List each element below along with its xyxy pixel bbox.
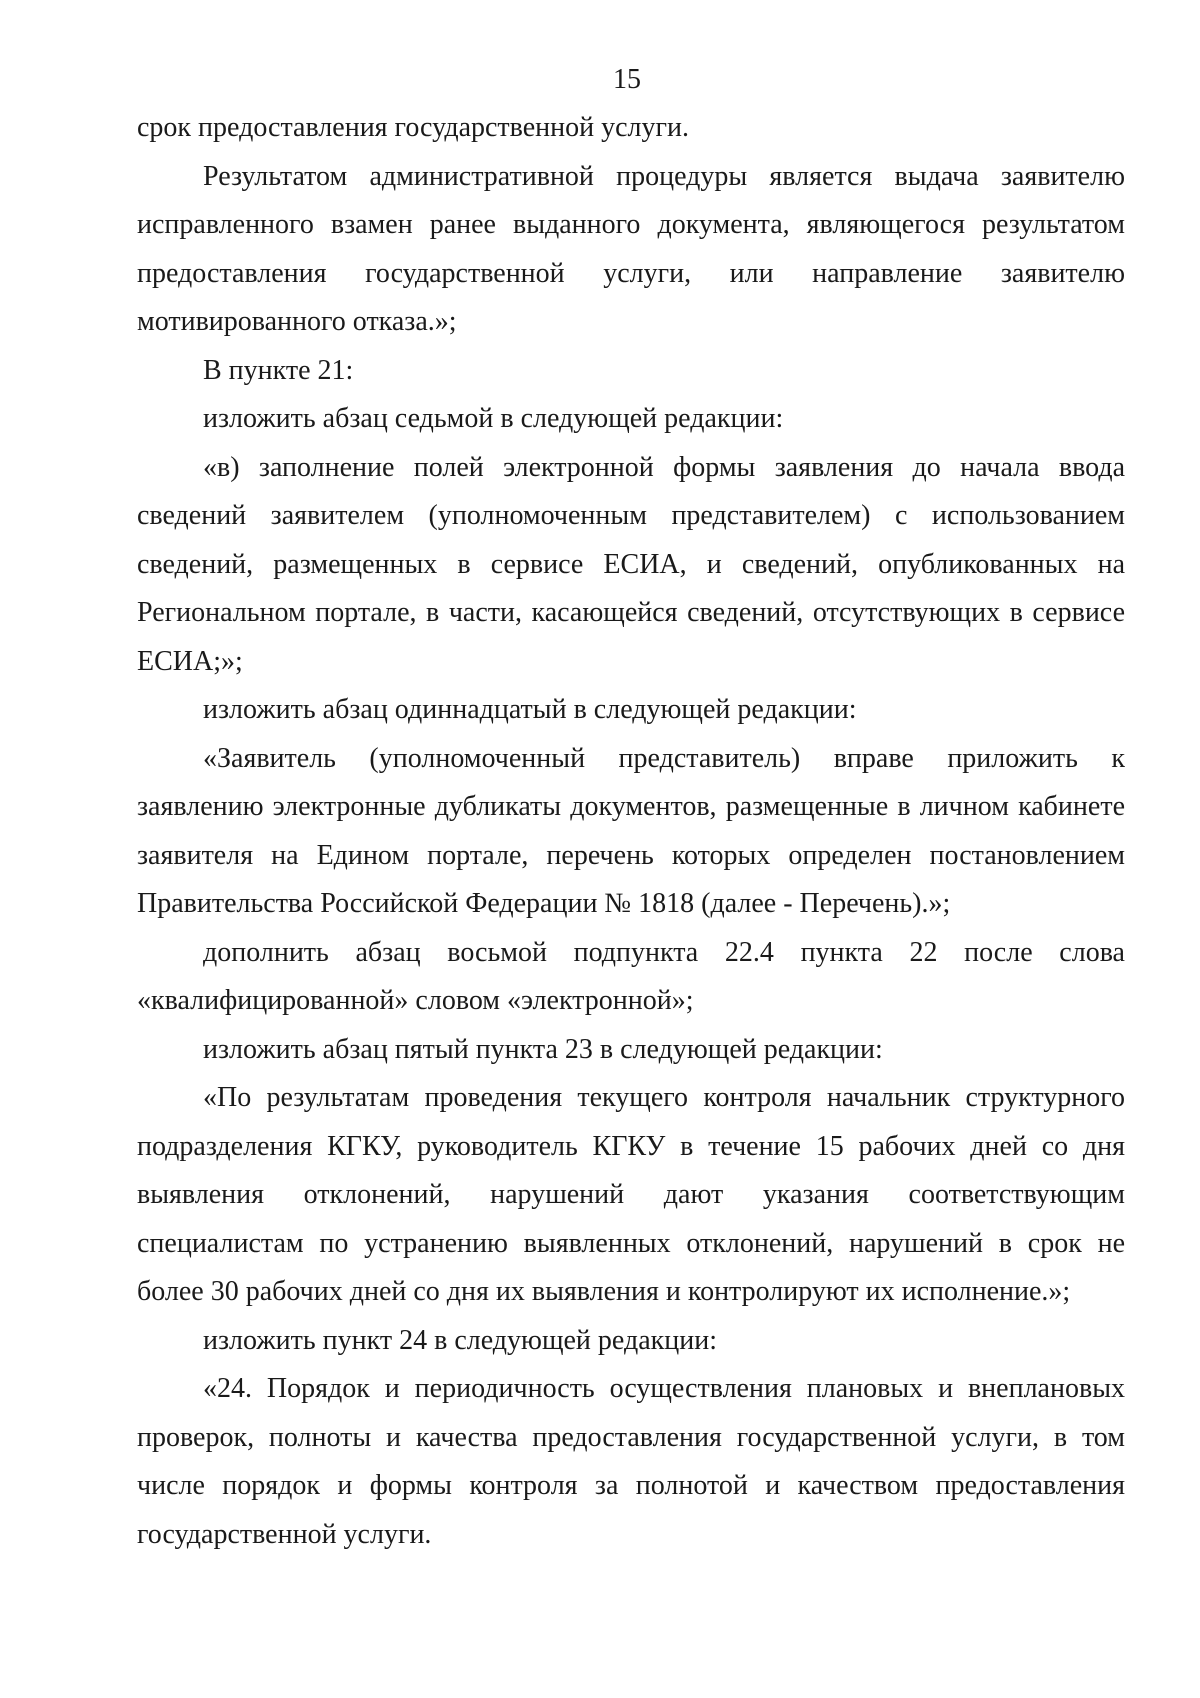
paragraph-continuation: срок предоставления государственной услуги. <box>137 112 689 143</box>
paragraph-amend-23: изложить абзац пятый пункта 23 в следующей редакции: <box>203 1033 883 1065</box>
paragraph-quote-applicant: «Заявитель (уполномоченный представитель) вправе приложить к заявлению электронные дубликаты документов, размещенные в личном кабинете заявителя на Едином портале, перечень которых определен постановлением Правительства Российской Федерации № 1818 (далее - Перечень).»; <box>137 742 1125 919</box>
paragraph-supplement-22-4: дополнить абзац восьмой подпункта 22.4 пункта 22 после слова «квалифицированной» словом «электронной»; <box>137 936 1125 1016</box>
paragraph-quote-control: «По результатам проведения текущего контроля начальник структурного подразделения КГКУ, руководитель КГКУ в течение 15 рабочих дней со дня выявления отклонений, нарушений дают указания соответствующим специалистам по устранению выявленных отклонений, нарушений в срок не более 30 рабочих дней со дня их выявления и контролируют их исполнение.»; <box>137 1082 1125 1307</box>
paragraph-quote-24: «24. Порядок и периодичность осуществления плановых и внеплановых проверок, полноты и качества предоставления государственной услуги, в том числе порядок и формы контроля за полнотой и качеством предоставления государственной услуги. <box>137 1373 1125 1550</box>
paragraph-amend-11th: изложить абзац одиннадцатый в следующей редакции: <box>203 694 857 725</box>
page-number: 15 <box>613 64 641 95</box>
paragraph-amend-24: изложить пункт 24 в следующей редакции: <box>203 1324 717 1356</box>
paragraph-amend-7th: изложить абзац седьмой в следующей редакции: <box>203 403 784 434</box>
paragraph-quote-v: «в) заполнение полей электронной формы заявления до начала ввода сведений заявителем (уполномоченным представителем) с использованием сведений, размещенных в сервисе ЕСИА, и сведений, опубликованных на Региональном портале, в части, касающейся сведений, отсутствующих в сервисе ЕСИА;»; <box>137 451 1125 677</box>
paragraph-point-21-heading: В пункте 21: <box>203 354 354 386</box>
document-body <box>137 104 1125 1559</box>
paragraph-procedure-result: Результатом административной процедуры является выдача заявителю исправленного взамен ранее выданного документа, являющегося результатом предоставления государственной услуги, или направление заявителю мотивированного отказа.»; <box>137 160 1125 337</box>
